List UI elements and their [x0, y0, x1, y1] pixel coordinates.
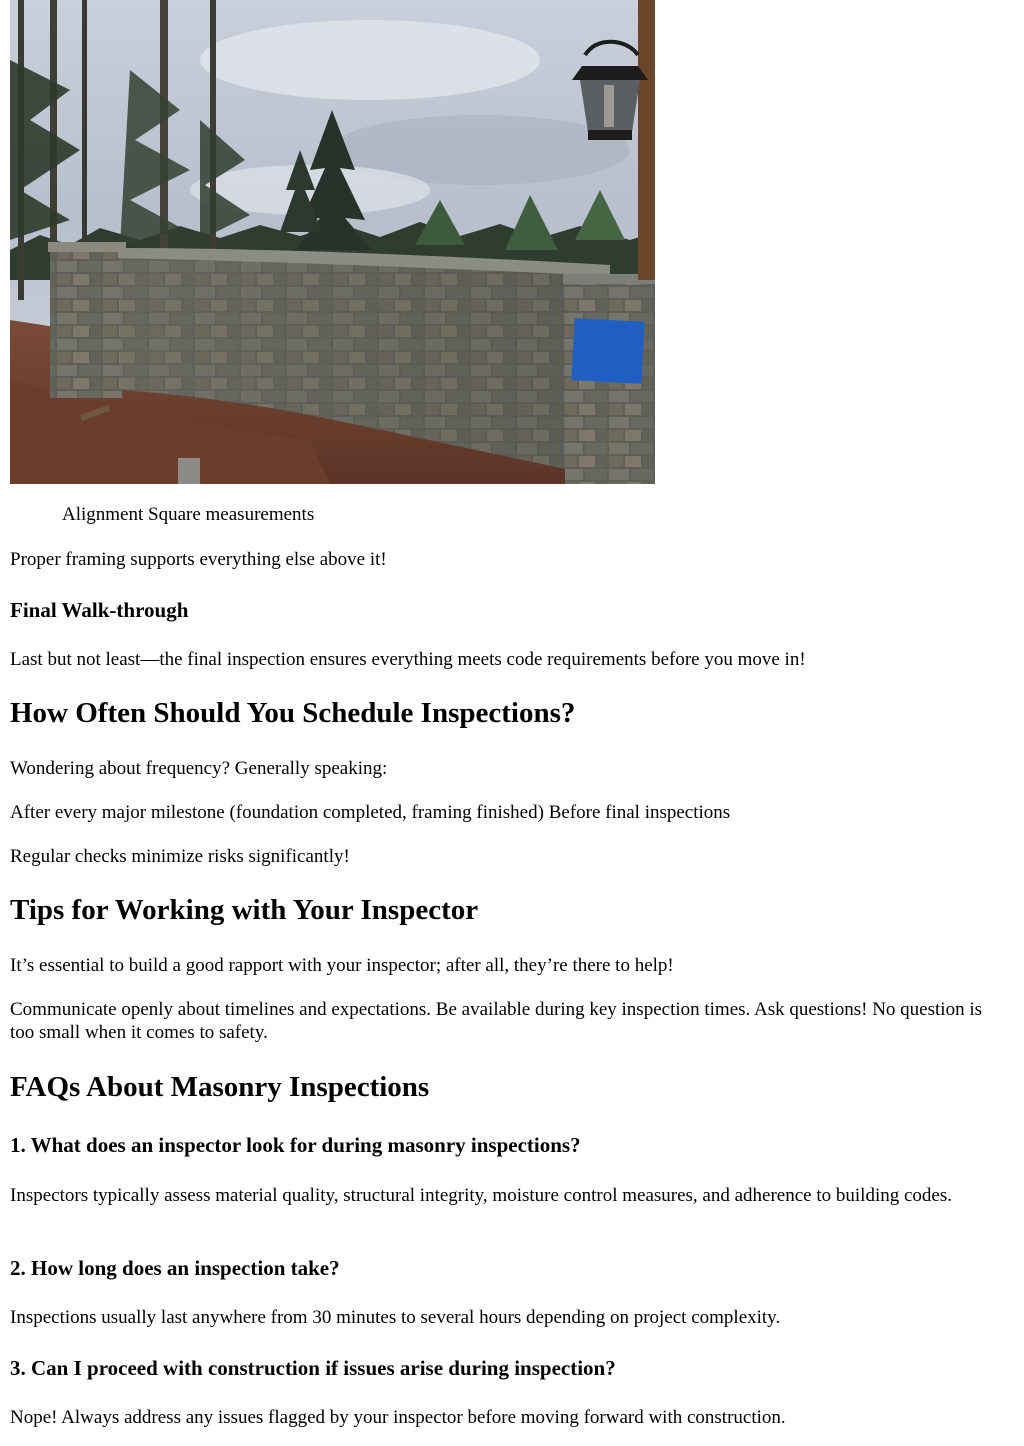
faq-question-2: 2. How long does an inspection take? — [10, 1256, 340, 1280]
faqs-heading: FAQs About Masonry Inspections — [10, 1071, 430, 1103]
masonry-wall-photo — [10, 0, 655, 484]
faq-question-1: 1. What does an inspector look for during masonry inspections? — [10, 1133, 581, 1157]
schedule-heading: How Often Should You Schedule Inspections? — [10, 697, 576, 729]
photo-caption: Alignment Square measurements — [62, 504, 315, 525]
tips-list: Communicate openly about timelines and expectations. Be available during key inspection times. Ask questions! No question is too small when it comes to safety. — [10, 999, 982, 1043]
faq-answer-3: Nope! Always address any issues flagged by your inspector before moving forward with construction. — [10, 1407, 786, 1428]
schedule-closing: Regular checks minimize risks significantly! — [10, 846, 350, 867]
final-walkthrough-text: Last but not least—the final inspection ensures everything meets code requirements before you move in! — [10, 649, 806, 670]
final-walkthrough-heading: Final Walk-through — [10, 598, 189, 622]
tips-intro: It’s essential to build a good rapport with your inspector; after all, they’re there to help! — [10, 955, 674, 976]
schedule-intro: Wondering about frequency? Generally speaking: — [10, 758, 388, 779]
framing-note: Proper framing supports everything else above it! — [10, 549, 387, 570]
faq-answer-2: Inspections usually last anywhere from 30 minutes to several hours depending on project complexity. — [10, 1307, 781, 1328]
faq-question-3: 3. Can I proceed with construction if issues arise during inspection? — [10, 1356, 616, 1380]
schedule-milestones: After every major milestone (foundation completed, framing finished) Before final inspections — [10, 802, 731, 823]
faq-answer-1: Inspectors typically assess material quality, structural integrity, moisture control measures, and adherence to building codes. — [10, 1185, 952, 1206]
tips-heading: Tips for Working with Your Inspector — [10, 894, 479, 926]
article-content — [10, 0, 1000, 1428]
